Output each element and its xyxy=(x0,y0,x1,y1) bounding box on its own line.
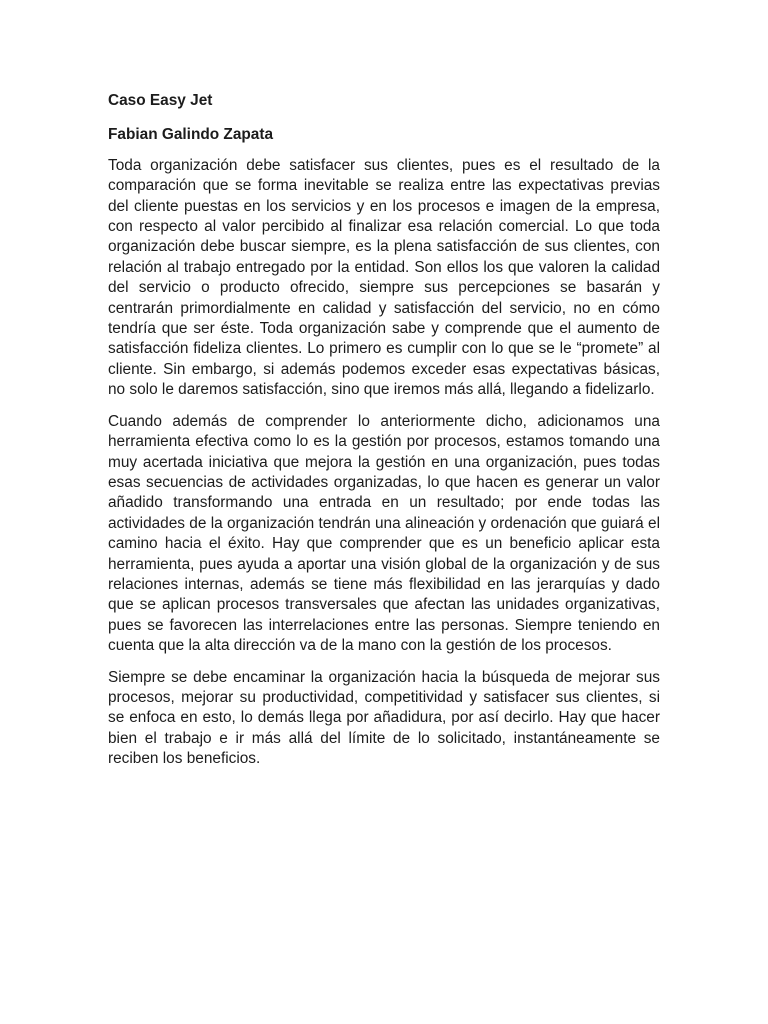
paragraph-2: Cuando además de comprender lo anteriormente dicho, adicionamos una herramienta efectiva como lo es la gestión por procesos, estamos tomando una muy acertada iniciativa que mejora la gestión en una organización, pues todas esas secuencias de actividades organizadas, lo que hacen es generar un valor añadido transformando una entrada en un resultado; por ende todas las actividades de la organización tendrán una alineación y ordenación que guiará el camino hacia el éxito. Hay que comprender que es un beneficio aplicar esta herramienta, pues ayuda a aportar una visión global de la organización y de sus relaciones internas, además se tiene más flexibilidad en las jerarquías y dado que se aplican procesos transversales que afectan las unidades organizativas, pues se favorecen las interrelaciones entre las personas. Siempre teniendo en cuenta que la alta dirección va de la mano con la gestión de los procesos. xyxy=(108,412,660,655)
document-author: Fabian Galindo Zapata xyxy=(108,126,274,144)
document-body xyxy=(108,91,660,781)
document-title: Caso Easy Jet xyxy=(108,92,213,109)
paragraph-1: Toda organización debe satisfacer sus clientes, pues es el resultado de la comparación que se forma inevitable se realiza entre las expectativas previas del cliente puestas en los servicios y en los procesos e imagen de la empresa, con respecto al valor percibido al finalizar esa relación comercial. Lo que toda organización debe buscar siempre, es la plena satisfacción de sus clientes, con relación al trabajo entregado por la entidad. Son ellos los que valoren la calidad del servicio o producto ofrecido, siempre sus percepciones se basarán y centrarán primordialmente en calidad y satisfacción del servicio, no en cómo tendría que ser éste. Toda organización sabe y comprende que el aumento de satisfacción fideliza clientes. Lo primero es cumplir con lo que se le “promete” al cliente. Sin embargo, si además podemos exceder esas expectativas básicas, no solo le daremos satisfacción, sino que iremos más allá, llegando a fidelizarlo. xyxy=(108,156,660,399)
paragraph-3: Siempre se debe encaminar la organización hacia la búsqueda de mejorar sus procesos, mejorar su productividad, competitividad y satisfacer sus clientes, si se enfoca en esto, lo demás llega por añadidura, por así decirlo. Hay que hacer bien el trabajo e ir más allá del límite de lo solicitado, instantáneamente se reciben los beneficios. xyxy=(108,668,660,768)
